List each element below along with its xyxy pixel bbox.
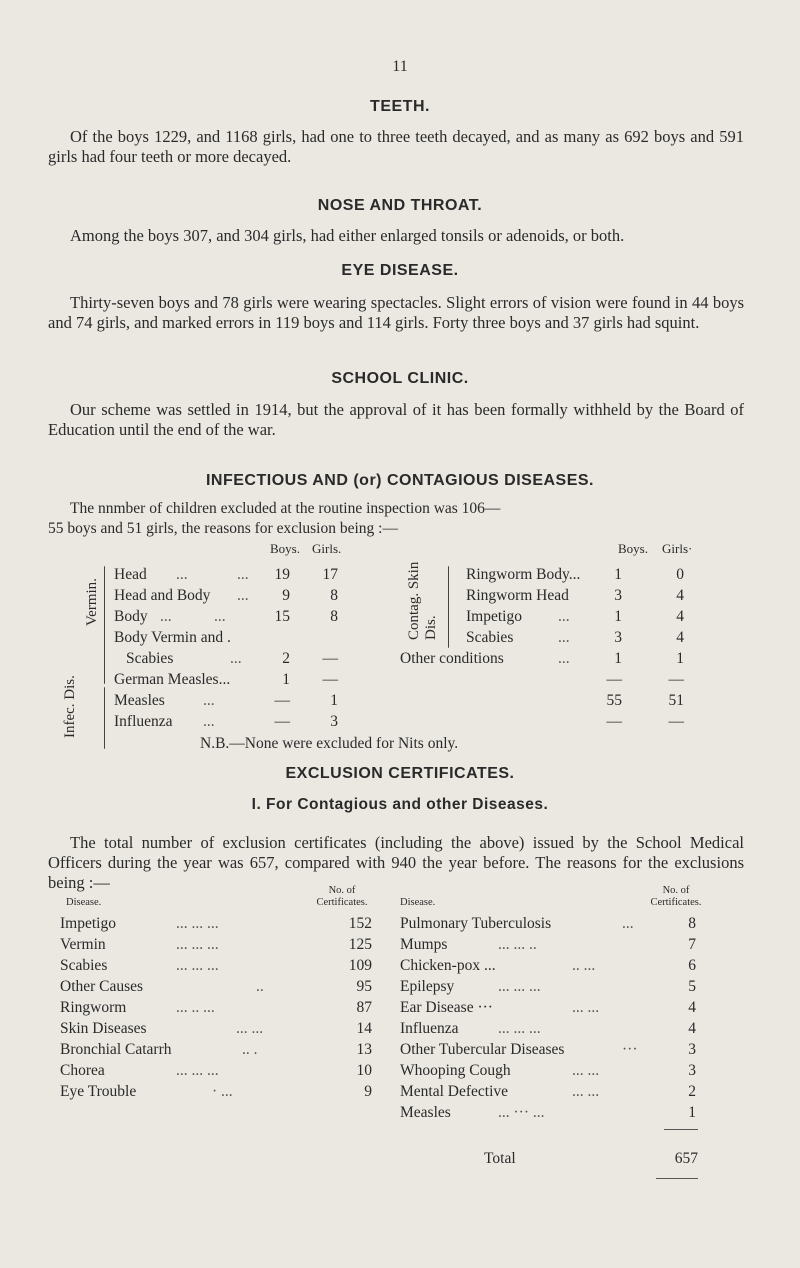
exclusion-dots: ··· xyxy=(622,1041,638,1058)
right-col-boys-header: Boys. xyxy=(618,541,648,556)
exclusion-dots: ... ... ... xyxy=(176,915,219,932)
left-row-boys: 19 xyxy=(274,566,290,583)
total-value: 657 xyxy=(674,1150,698,1167)
left-row-dots: ... xyxy=(230,650,242,667)
right-dash: — xyxy=(668,671,684,688)
exclusion-count: 95 xyxy=(356,978,372,995)
right-row-boys: 3 xyxy=(614,629,622,646)
right-row-boys: 1 xyxy=(614,650,622,667)
exclusion-disease: Chorea xyxy=(60,1062,105,1079)
right-dash: — xyxy=(606,713,622,730)
left-row-dots: ... xyxy=(176,566,188,583)
right-dash: — xyxy=(668,713,684,730)
exclusion-disease: Other Causes xyxy=(60,978,144,995)
right-row-girls: 0 xyxy=(676,566,684,583)
left-row-girls: 8 xyxy=(330,587,338,604)
right-disease-header: Disease. xyxy=(400,897,436,908)
vermin-group-label: Vermin. xyxy=(84,578,100,626)
exclusion-dots: ... xyxy=(622,915,634,932)
left-row-dots: ... xyxy=(203,713,215,730)
eye-disease-heading: EYE DISEASE. xyxy=(341,262,459,279)
left-row-dots: ... xyxy=(160,608,172,625)
exclusion-count: 152 xyxy=(348,915,372,932)
exclusion-count: 1 xyxy=(688,1104,696,1121)
left-row-dots: ... xyxy=(203,692,215,709)
right-row-boys: 1 xyxy=(614,566,622,583)
exclusion-count: 8 xyxy=(688,915,696,932)
infectious-text-line2: 55 boys and 51 girls, the reasons for exclusion being :— xyxy=(48,520,398,537)
exclusion-dots: ... ... .. xyxy=(498,936,537,953)
total-label: Total xyxy=(484,1150,516,1167)
exclusion-count: 109 xyxy=(348,957,372,974)
right-row-label: Impetigo xyxy=(466,608,522,625)
exclusion-count: 10 xyxy=(356,1062,372,1079)
exclusion-disease: Skin Diseases xyxy=(60,1020,147,1037)
right-row-label: Scabies xyxy=(466,629,514,646)
exclusion-dots: ... ... ... xyxy=(176,1062,219,1079)
right-row-girls: 1 xyxy=(676,650,684,667)
exclusion-disease: Pulmonary Tuberculosis xyxy=(400,915,552,932)
nose-throat-paragraph: Among the boys 307, and 304 girls, had either enlarged tonsils or adenoids, or both. xyxy=(70,226,625,245)
exclusion-count: 6 xyxy=(688,957,696,974)
exclusion-disease: Mental Defective xyxy=(400,1083,509,1100)
exclusion-count: 3 xyxy=(688,1041,696,1058)
exclusion-disease: Measles xyxy=(400,1104,451,1121)
left-col-girls-header: Girls. xyxy=(312,541,342,556)
exclusion-count: 125 xyxy=(348,936,372,953)
exclusion-disease: Eye Trouble xyxy=(60,1083,137,1100)
exclusion-dots: ... ... ... xyxy=(176,936,219,953)
exclusion-count: 7 xyxy=(688,936,696,953)
left-row-dots: ... xyxy=(237,566,249,583)
left-row-boys: 1 xyxy=(282,671,290,688)
left-row-label: Measles xyxy=(114,692,165,709)
infec-brace xyxy=(104,687,105,749)
exclusion-disease: Impetigo xyxy=(60,915,116,932)
exclusion-count: 13 xyxy=(356,1041,372,1058)
exclusion-dots: .. xyxy=(256,978,264,995)
right-row-dots: ... xyxy=(558,650,570,667)
exclusion-disease: Chicken-pox ... xyxy=(400,957,496,974)
infec-group-label: Infec. Dis. xyxy=(62,675,78,738)
exclusion-disease: Other Tubercular Diseases xyxy=(400,1041,565,1058)
exclusion-count: 9 xyxy=(364,1083,372,1100)
left-row-boys: — xyxy=(274,713,290,730)
left-disease-header: Disease. xyxy=(66,897,102,908)
exclusion-disease: Mumps xyxy=(400,936,448,953)
exclusion-disease: Influenza xyxy=(400,1020,459,1037)
right-row-girls: 4 xyxy=(676,587,684,604)
left-row-label: Body xyxy=(114,608,148,625)
right-row-girls: 4 xyxy=(676,629,684,646)
right-row-boys: 1 xyxy=(614,608,622,625)
exclusion-count: 4 xyxy=(688,999,696,1016)
left-col-boys-header: Boys. xyxy=(270,541,300,556)
exclusion-disease: Scabies xyxy=(60,957,108,974)
left-row-boys: 15 xyxy=(274,608,290,625)
exclusion-disease: Epilepsy xyxy=(400,978,455,995)
exclusion-dots: · ... xyxy=(212,1083,233,1100)
exclusion-dots: ... ... xyxy=(236,1020,264,1037)
left-row-girls: 8 xyxy=(330,608,338,625)
exclusion-disease: Bronchial Catarrh xyxy=(60,1041,172,1058)
exclusion-dots: ... ... xyxy=(572,1062,600,1079)
school-clinic-paragraph: Our scheme was settled in 1914, but the approval of it has been formally withheld by the Board of Education until the end of the war. xyxy=(48,400,744,439)
right-row-dots: ... xyxy=(558,629,570,646)
exclusion-dots: ... ... ... xyxy=(176,957,219,974)
contag-group-label: Contag. Skin Dis. xyxy=(406,561,439,640)
vermin-brace xyxy=(104,566,105,684)
exclusion-dots: ... ... xyxy=(572,999,600,1016)
exclusion-disease: Ringworm xyxy=(60,999,127,1016)
total-girls: 51 xyxy=(668,692,684,709)
exclusion-dots: ... ··· ... xyxy=(498,1104,545,1121)
total-rule-top xyxy=(664,1129,698,1130)
left-row-boys: 2 xyxy=(282,650,290,667)
right-dash: — xyxy=(606,671,622,688)
exclusion-paragraph: The total number of exclusion certificates (including the above) issued by the School Medical Officers during the year was 657, compared with 940 the year before. The reasons for the exclusions being :— xyxy=(48,833,744,892)
left-row-dots: ... xyxy=(214,608,226,625)
right-col-girls-header: Girls· xyxy=(662,541,693,556)
left-row-girls: — xyxy=(322,650,338,667)
right-row-label: Other conditions xyxy=(400,650,504,667)
right-row-boys: 3 xyxy=(614,587,622,604)
exclusion-heading: EXCLUSION CERTIFICATES. xyxy=(285,765,515,782)
school-clinic-heading: SCHOOL CLINIC. xyxy=(331,370,469,387)
infectious-heading: INFECTIOUS AND (or) CONTAGIOUS DISEASES. xyxy=(205,472,594,489)
eye-disease-paragraph: Thirty-seven boys and 78 girls were wearing spectacles. Slight errors of vision were found in 44 boys and 74 girls, and marked errors in 119 boys and 114 girls. Forty three boys and 37 girls had squint. xyxy=(48,293,744,332)
contag-brace xyxy=(448,566,449,648)
right-row-label: Ringworm Head xyxy=(466,587,569,604)
exclusion-dots: ... .. ... xyxy=(176,999,215,1016)
left-no-header: No. of xyxy=(328,885,356,896)
exclusion-count: 14 xyxy=(356,1020,372,1037)
left-row-label: Head xyxy=(114,566,147,583)
exclusion-disease: Whooping Cough xyxy=(400,1062,511,1079)
left-row-girls: — xyxy=(322,671,338,688)
exclusion-count: 87 xyxy=(356,999,372,1016)
left-cert-header: Certificates. xyxy=(316,897,368,908)
left-row-label: Influenza xyxy=(114,713,173,730)
exclusion-subheading: I. For Contagious and other Diseases. xyxy=(251,796,549,813)
left-row-boys: 9 xyxy=(282,587,290,604)
nose-throat-heading: NOSE AND THROAT. xyxy=(317,197,483,214)
exclusion-dots: .. . xyxy=(242,1041,258,1058)
exclusion-count: 3 xyxy=(688,1062,696,1079)
infectious-text-line1: The nnmber of children excluded at the routine inspection was 106— xyxy=(70,500,501,517)
left-row-dots: ... xyxy=(237,587,249,604)
exclusion-dots: ... ... ... xyxy=(498,978,541,995)
exclusion-disease: Ear Disease ··· xyxy=(400,999,493,1016)
left-row-boys: — xyxy=(274,692,290,709)
exclusion-count: 4 xyxy=(688,1020,696,1037)
exclusion-count: 5 xyxy=(688,978,696,995)
exclusion-dots: ... ... ... xyxy=(498,1020,541,1037)
exclusion-dots: ... ... xyxy=(572,1083,600,1100)
left-row-label: Body Vermin and . xyxy=(114,629,231,646)
right-no-header: No. of xyxy=(662,885,690,896)
total-rule-bottom xyxy=(656,1178,698,1179)
total-boys: 55 xyxy=(606,692,622,709)
right-row-label: Ringworm Body... xyxy=(466,566,581,583)
teeth-heading: TEETH. xyxy=(370,98,430,115)
exclusion-disease: Vermin xyxy=(60,936,106,953)
left-row-label: Head and Body xyxy=(114,587,211,604)
right-row-girls: 4 xyxy=(676,608,684,625)
left-row-girls: 17 xyxy=(322,566,338,583)
left-row-girls: 1 xyxy=(330,692,338,709)
left-row-girls: 3 xyxy=(330,713,338,730)
page-number: 11 xyxy=(392,58,408,75)
left-row-label: Scabies xyxy=(126,650,174,667)
exclusion-dots: .. ... xyxy=(572,957,596,974)
teeth-paragraph: Of the boys 1229, and 1168 girls, had one to three teeth decayed, and as many as 692 boys and 591 girls had four teeth or more decayed. xyxy=(48,127,744,166)
left-row-label: German Measles... xyxy=(114,671,231,688)
nits-note: N.B.—None were excluded for Nits only. xyxy=(200,735,459,752)
right-cert-header: Certificates. xyxy=(650,897,702,908)
exclusion-count: 2 xyxy=(688,1083,696,1100)
right-row-dots: ... xyxy=(558,608,570,625)
